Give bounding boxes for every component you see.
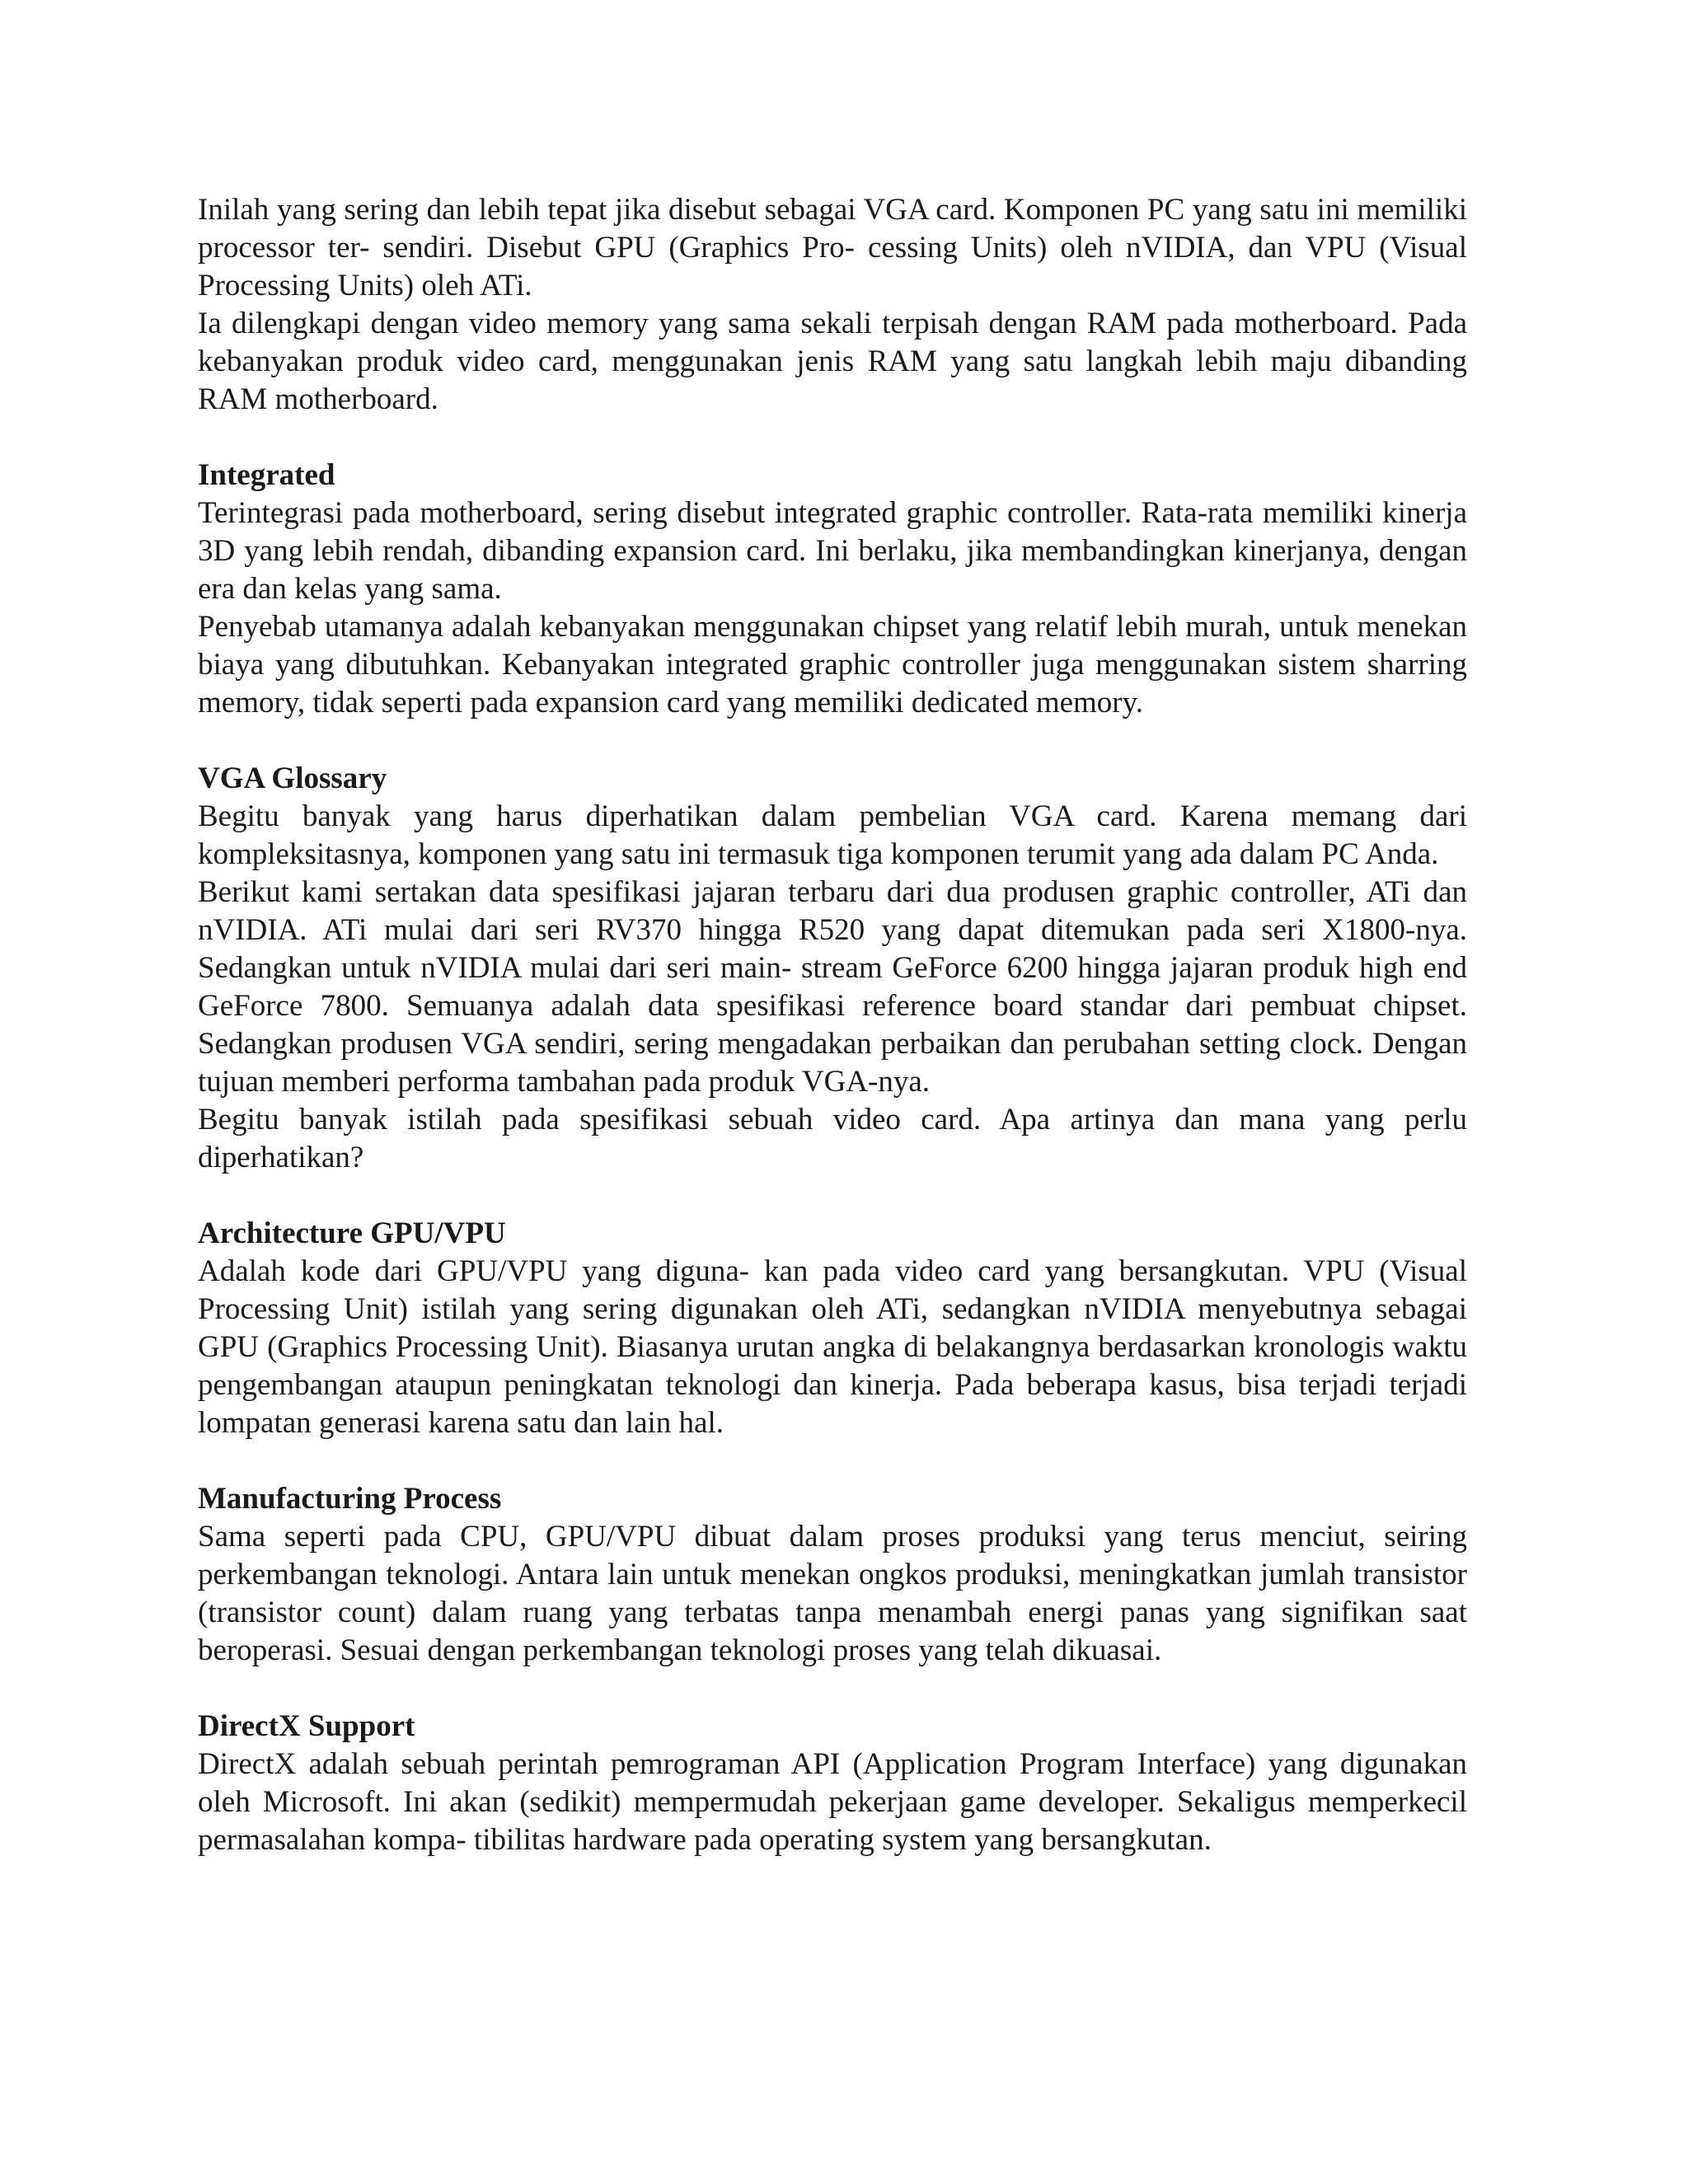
paragraph: Begitu banyak istilah pada spesifikasi sebuah video card. Apa artinya dan mana yang perlu diperhatikan? [198, 1103, 1467, 1174]
paragraph: Penyebab utamanya adalah kebanyakan menggunakan chipset yang relatif lebih murah, untuk menekan biaya yang dibutuhkan. Kebanyakan integrated graphic controller juga menggunakan sistem sharring memory, tidak seperti pada expansion card yang memiliki dedicated memory. [198, 610, 1467, 719]
section-architecture [198, 1215, 1467, 1442]
section-heading: Architecture GPU/VPU [198, 1216, 506, 1250]
paragraph: Terintegrasi pada motherboard, sering disebut integrated graphic controller. Rata-rata memiliki kinerja 3D yang lebih rendah, dibanding expansion card. Ini berlaku, jika membandingkan kinerjanya, dengan era dan kelas yang sama. [198, 496, 1467, 606]
section-heading: Integrated [198, 458, 335, 492]
paragraph: Sama seperti pada CPU, GPU/VPU dibuat dalam proses produksi yang terus menciut, seiring perkembangan teknologi. Antara lain untuk menekan ongkos produksi, meningkatkan jumlah transistor (transistor count) dalam ruang yang terbatas tanpa menambah energi panas yang signifikan saat beroperasi. Sesuai dengan perkembangan teknologi proses yang telah dikuasai. [198, 1520, 1467, 1667]
section-heading: DirectX Support [198, 1709, 415, 1743]
paragraph: Berikut kami sertakan data spesifikasi jajaran terbaru dari dua produsen graphic controller, ATi dan nVIDIA. ATi mulai dari seri RV370 hingga R520 yang dapat ditemukan pada seri X1800-nya. Sedangkan untuk nVIDIA mulai dari seri main- stream GeForce 6200 hingga jajaran produk high end GeForce 7800. Semuanya adalah data spesifikasi reference board standar dari pembuat chipset. Sedangkan produsen VGA sendiri, sering mengadakan perbaikan dan perubahan setting clock. Dengan tujuan memberi performa tambahan pada produk VGA-nya. [198, 875, 1467, 1099]
paragraph: Begitu banyak yang harus diperhatikan dalam pembelian VGA card. Karena memang dari kompleksitasnya, komponen yang satu ini termasuk tiga komponen terumit yang ada dalam PC Anda. [198, 799, 1467, 871]
section-heading: Manufacturing Process [198, 1482, 502, 1516]
section-manufacturing [198, 1480, 1467, 1670]
paragraph: Ia dilengkapi dengan video memory yang sama sekali terpisah dengan RAM pada motherboard. Pada kebanyakan produk video card, menggunakan jenis RAM yang satu langkah lebih maju dibanding RAM motherboard. [198, 307, 1467, 416]
paragraph: DirectX adalah sebuah perintah pemrograman API (Application Program Interface) yang digunakan oleh Microsoft. Ini akan (sedikit) mempermudah pekerjaan game developer. Sekaligus memperkecil permasalahan kompa- tibilitas hardware pada operating system yang bersangkutan. [198, 1747, 1467, 1857]
section-integrated [198, 457, 1467, 722]
section-heading: VGA Glossary [198, 762, 387, 795]
section-intro [198, 191, 1467, 419]
paragraph: Adalah kode dari GPU/VPU yang diguna- kan pada video card yang bersangkutan. VPU (Visual Processing Unit) istilah yang sering digunakan oleh ATi, sedangkan nVIDIA menyebutnya sebagai GPU (Graphics Processing Unit). Biasanya urutan angka di belakangnya berdasarkan kronologis waktu pengembangan ataupun peningkatan teknologi dan kinerja. Pada beberapa kasus, bisa terjadi terjadi lompatan generasi karena satu dan lain hal. [198, 1254, 1467, 1440]
document-page [198, 191, 1467, 1859]
section-directx [198, 1708, 1467, 1859]
paragraph: Inilah yang sering dan lebih tepat jika disebut sebagai VGA card. Komponen PC yang satu ini memiliki processor ter- sendiri. Disebut GPU (Graphics Pro- cessing Units) oleh nVIDIA, dan VPU (Visual Processing Units) oleh ATi. [198, 193, 1467, 302]
section-vga-glossary [198, 760, 1467, 1177]
